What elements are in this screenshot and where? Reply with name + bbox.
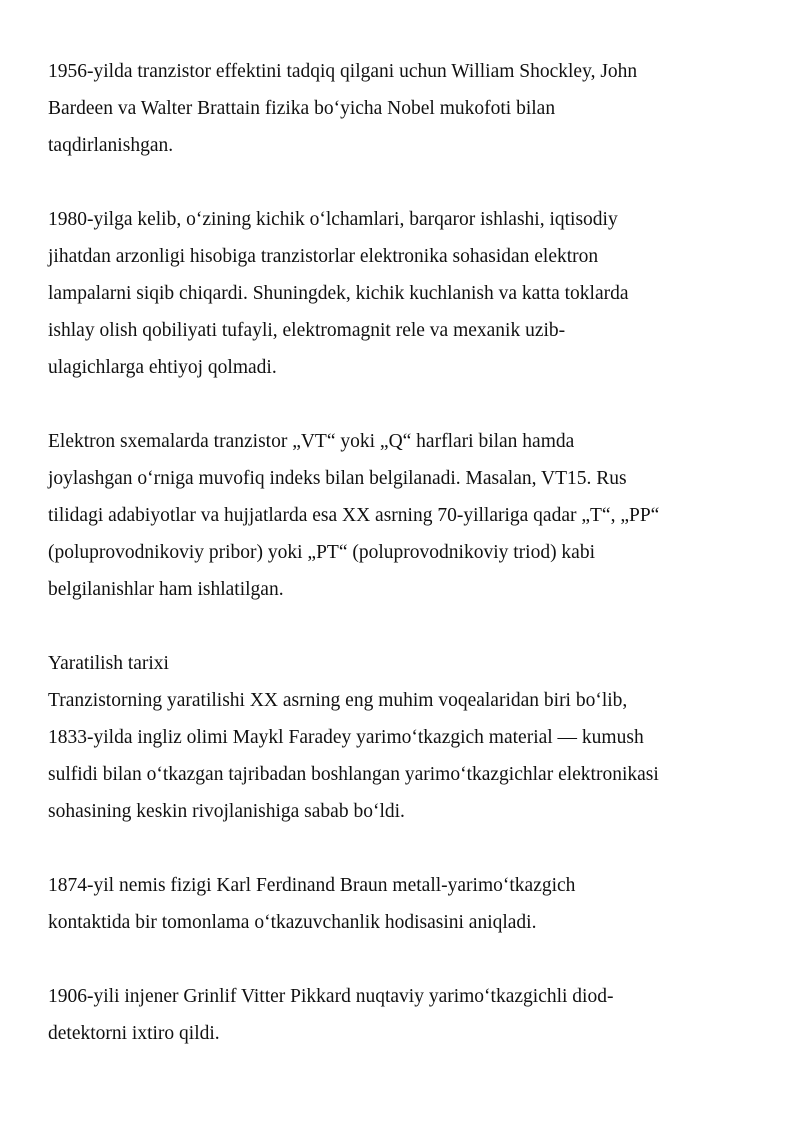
paragraph-1980 — [48, 201, 738, 386]
text-line: ulagichlarga ehtiyoj qolmadi. — [48, 357, 277, 378]
text-line: Elektron sxemalarda tranzistor „VT“ yoki „Q“ harflari bilan hamda — [48, 431, 575, 452]
paragraph-nobel — [48, 53, 738, 164]
document-page — [48, 53, 738, 1089]
text-line: 1956-yilda tranzistor effektini tadqiq qilgani uchun William Shockley, John — [48, 61, 638, 82]
paragraph-notation — [48, 423, 738, 608]
text-line: ishlay olish qobiliyati tufayli, elektromagnit rele va mexanik uzib- — [48, 320, 566, 341]
text-line: taqdirlanishgan. — [48, 135, 174, 156]
text-line: Bardeen va Walter Brattain fizika bo‘yicha Nobel mukofoti bilan — [48, 98, 556, 119]
text-line: 1980-yilga kelib, o‘zining kichik o‘lchamlari, barqaror ishlashi, iqtisodiy — [48, 209, 618, 230]
paragraph-history-faraday — [48, 682, 738, 830]
paragraph-history-braun — [48, 867, 738, 941]
section-heading — [48, 645, 738, 682]
text-line: kontaktida bir tomonlama o‘tkazuvchanlik hodisasini aniqladi. — [48, 912, 537, 933]
text-line: detektorni ixtiro qildi. — [48, 1023, 220, 1044]
text-line: Tranzistorning yaratilishi XX asrning eng muhim voqealaridan biri bo‘lib, — [48, 690, 628, 711]
text-line: jihatdan arzonligi hisobiga tranzistorlar elektronika sohasidan elektron — [48, 246, 599, 267]
text-line: joylashgan o‘rniga muvofiq indeks bilan belgilanadi. Masalan, VT15. Rus — [48, 468, 627, 489]
text-line: belgilanishlar ham ishlatilgan. — [48, 579, 284, 600]
text-line: 1906-yili injener Grinlif Vitter Pikkard nuqtaviy yarimo‘tkazgichli diod- — [48, 986, 614, 1007]
text-line: sulfidi bilan o‘tkazgan tajribadan boshlangan yarimo‘tkazgichlar elektronikasi — [48, 764, 659, 785]
text-line: lampalarni siqib chiqardi. Shuningdek, kichik kuchlanish va katta toklarda — [48, 283, 629, 304]
text-line: tilidagi adabiyotlar va hujjatlarda esa XX asrning 70-yillariga qadar „T“, „PP“ — [48, 505, 660, 526]
paragraph-history-pickard — [48, 978, 738, 1052]
text-line: (poluprovodnikoviy pribor) yoki „PT“ (poluprovodnikoviy triod) kabi — [48, 542, 596, 563]
text-line: 1833-yilda ingliz olimi Maykl Faradey yarimo‘tkazgich material — kumush — [48, 727, 644, 748]
section-heading-text: Yaratilish tarixi — [48, 653, 169, 674]
text-line: 1874-yil nemis fizigi Karl Ferdinand Braun metall-yarimo‘tkazgich — [48, 875, 576, 896]
text-line: sohasining keskin rivojlanishiga sabab bo‘ldi. — [48, 801, 405, 822]
